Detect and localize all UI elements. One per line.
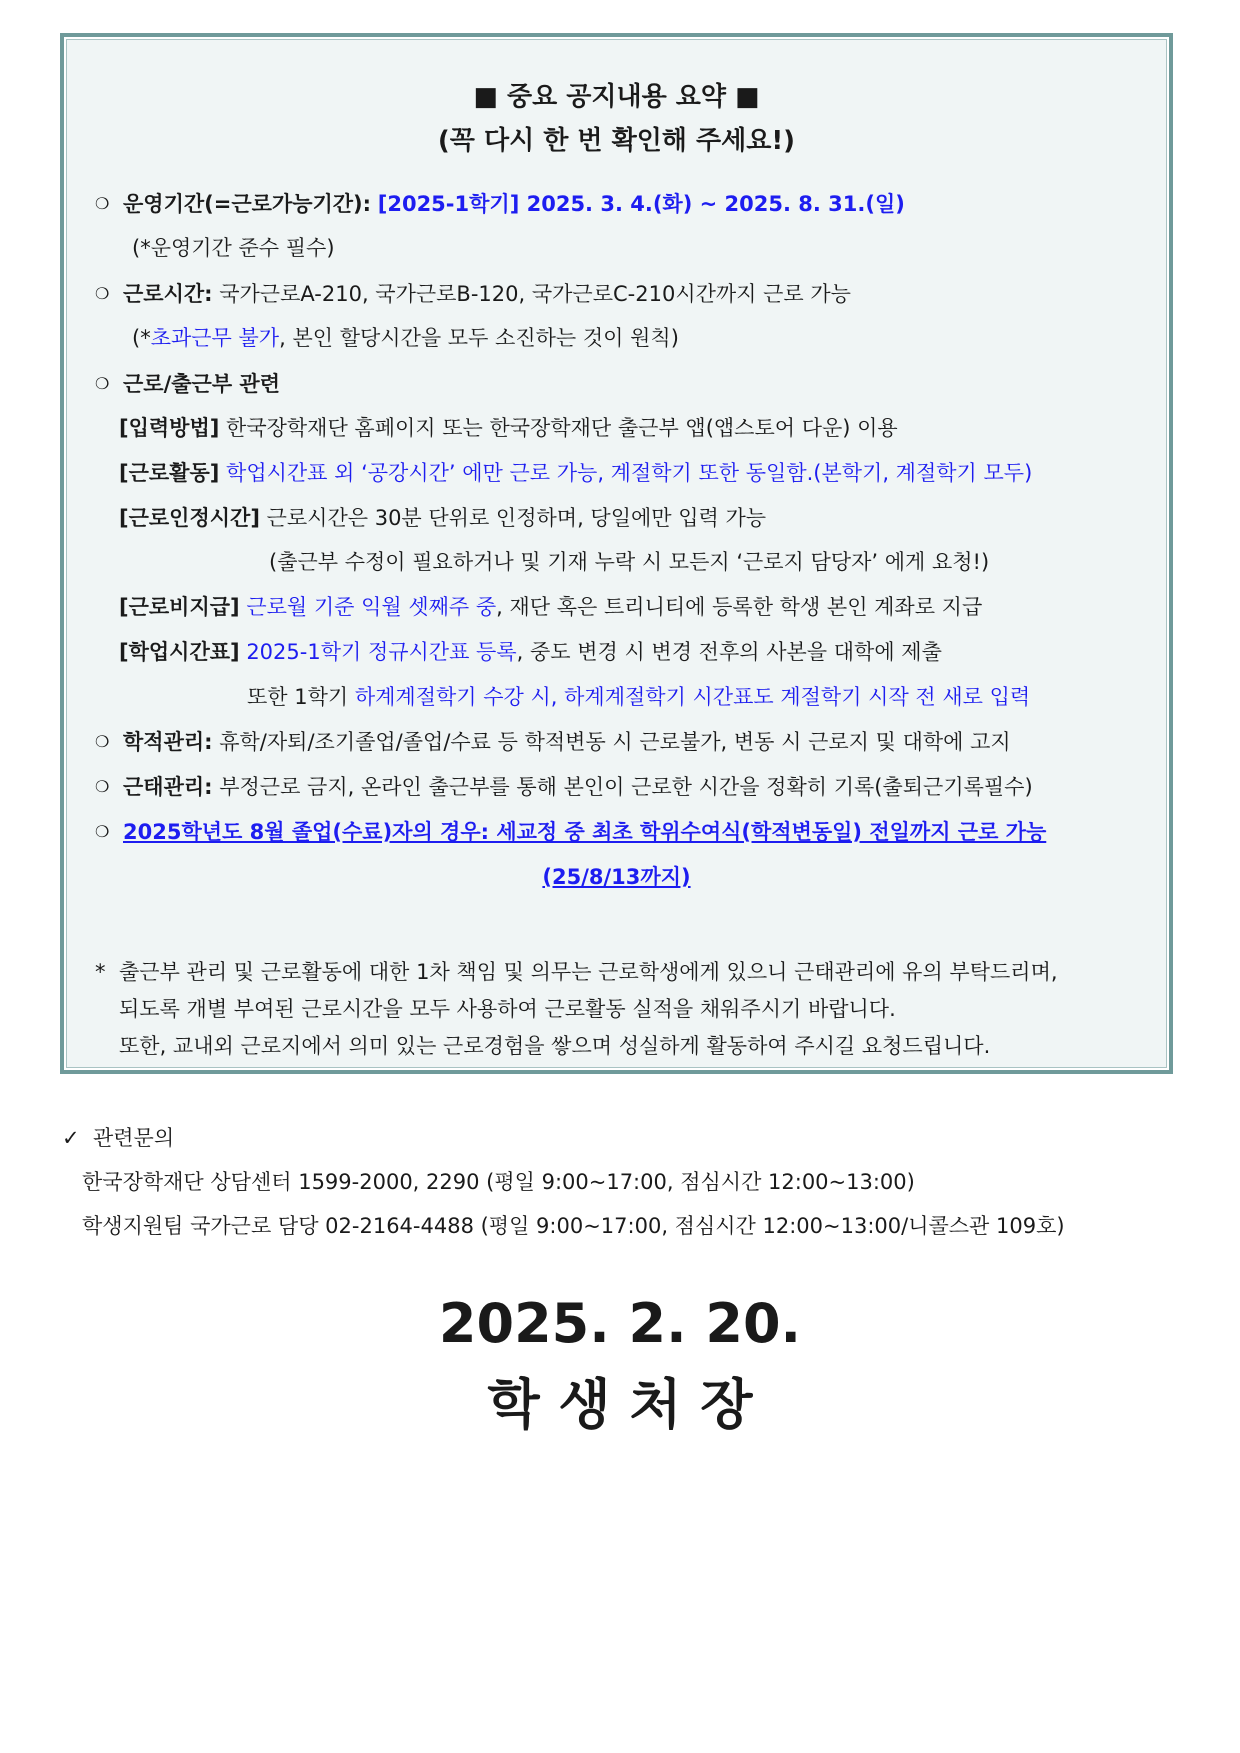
work-hours-value: 국가근로A-210, 국가근로B-120, 국가근로C-210시간까지 근로 가능 — [219, 282, 851, 306]
bullet-icon: ❍ — [95, 777, 110, 796]
input-method-label: [입력방법] — [119, 416, 220, 440]
academic-value: 휴학/자퇴/조기졸업/졸업/수료 등 학적변동 시 근로불가, 변동 시 근로지 및 대학에 고지 — [219, 730, 1011, 754]
bullet-icon: ❍ — [95, 194, 110, 213]
attendance-mgmt-line — [95, 773, 1033, 801]
contact-line2: 학생지원팀 국가근로 담당 02-2164-4488 (평일 9:00~17:00, 점심시간 12:00~13:00/니콜스관 109호) — [82, 1214, 1065, 1238]
attendance-mgmt-value: 부정근로 금지, 온라인 출근부를 통해 본인이 근로한 시간을 정확히 기록(출퇴근기록필수) — [219, 775, 1033, 799]
payment-value-blue: 근로월 기준 익월 셋째주 중 — [246, 595, 497, 619]
bullet-icon: ❍ — [95, 374, 110, 393]
timetable-line — [119, 638, 942, 666]
graduates-line2: (25/8/13까지) — [542, 865, 691, 889]
check-icon: ✓ — [62, 1126, 80, 1150]
work-hours-note-post: , 본인 할당시간을 모두 소진하는 것이 원칙) — [279, 326, 679, 350]
footnote-line1: 출근부 관리 및 근로활동에 대한 1차 책임 및 의무는 근로학생에게 있으니 근태관리에 유의 부탁드리며, — [119, 960, 1058, 984]
payment-label: [근로비지급] — [119, 595, 240, 619]
issuer: 학 생 처 장 — [487, 1373, 753, 1436]
bullet-icon: ❍ — [95, 732, 110, 751]
recognized-time-value: 근로시간은 30분 단위로 인정하며, 당일에만 입력 가능 — [266, 506, 767, 530]
bullet-icon: ❍ — [95, 284, 110, 303]
notice-inner — [66, 39, 1167, 1068]
attendance-label: 근로/출근부 관련 — [123, 372, 280, 396]
academic-label: 학적관리: — [123, 730, 213, 754]
work-activity-line — [119, 459, 1032, 487]
timetable-label: [학업시간표] — [119, 640, 240, 664]
timetable-value-blue: 2025-1학기 정규시간표 등록 — [246, 640, 517, 664]
timetable-value-rest: , 중도 변경 시 변경 전후의 사본을 대학에 제출 — [516, 640, 942, 664]
input-method-line — [119, 414, 898, 442]
contact-heading-line — [62, 1122, 174, 1152]
op-period-line — [95, 190, 905, 218]
recognized-time-note: (출근부 수정이 필요하거나 및 기재 누락 시 모든지 ‘근로지 담당자’ 에게 요청!) — [269, 550, 990, 574]
work-hours-label: 근로시간: — [123, 282, 213, 306]
timetable-note-pre: 또한 1학기 — [247, 685, 355, 709]
issue-date: 2025. 2. 20. — [438, 1292, 802, 1355]
work-activity-label: [근로활동] — [119, 461, 220, 485]
academic-line — [95, 728, 1011, 756]
bullet-icon: ❍ — [95, 822, 110, 841]
notice-title: ■ 중요 공지내용 요약 ■ — [473, 82, 760, 112]
work-hours-note-blue: 초과근무 불가 — [150, 326, 280, 350]
payment-value-rest: , 재단 혹은 트리니티에 등록한 학생 본인 계좌로 지급 — [496, 595, 983, 619]
attendance-heading — [95, 370, 280, 398]
work-hours-note-pre: (* — [132, 326, 151, 350]
op-period-label: 운영기간(=근로가능기간): — [123, 192, 372, 216]
timetable-note — [247, 683, 1030, 711]
input-method-value: 한국장학재단 홈페이지 또는 한국장학재단 출근부 앱(앱스토어 다운) 이용 — [226, 416, 898, 440]
work-hours-note — [132, 324, 679, 352]
recognized-time-label: [근로인정시간] — [119, 506, 260, 530]
op-period-note: (*운영기간 준수 필수) — [132, 236, 335, 260]
op-period-value: [2025-1학기] 2025. 3. 4.(화) ~ 2025. 8. 31.(일) — [377, 192, 905, 216]
footnote-line2: 되도록 개별 부여된 근로시간을 모두 사용하여 근로활동 실적을 채워주시기 바랍니다. — [119, 997, 896, 1021]
work-activity-value: 학업시간표 외 ‘공강시간’ 에만 근로 가능, 계절학기 또한 동일함.(본학기, 계절학기 모두) — [226, 461, 1033, 485]
notice-box — [60, 33, 1173, 1074]
graduates-line — [95, 818, 1046, 846]
timetable-note-blue: 하계계절학기 수강 시, 하계계절학기 시간표도 계절학기 시작 전 새로 입력 — [354, 685, 1031, 709]
work-hours-line — [95, 280, 851, 308]
contact-line1: 한국장학재단 상담센터 1599-2000, 2290 (평일 9:00~17:00, 점심시간 12:00~13:00) — [82, 1170, 915, 1194]
recognized-time-line — [119, 504, 766, 532]
footnote-star: * — [95, 960, 106, 984]
notice-subtitle: (꼭 다시 한 번 확인해 주세요!) — [437, 126, 796, 156]
footnote-line3: 또한, 교내외 근로지에서 의미 있는 근로경험을 쌓으며 성실하게 활동하여 주시길 요청드립니다. — [119, 1034, 991, 1058]
attendance-mgmt-label: 근태관리: — [123, 775, 213, 799]
payment-line — [119, 593, 982, 621]
contact-heading: 관련문의 — [92, 1126, 175, 1150]
graduates-line1: 2025학년도 8월 졸업(수료)자의 경우: 세교정 중 최초 학위수여식(학적변동일) 전일까지 근로 가능 — [123, 820, 1047, 844]
